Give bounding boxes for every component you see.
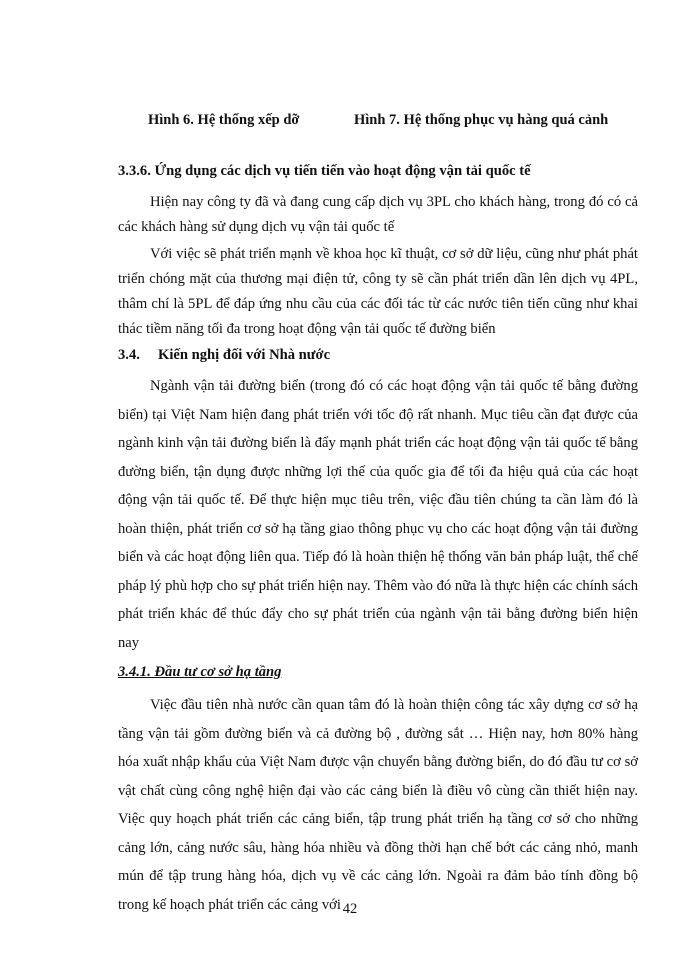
section-3-4-number: 3.4. xyxy=(118,347,140,363)
section-3-4-heading xyxy=(118,343,638,368)
section-3-3-6-paragraph-1: Hiện nay công ty đã và đang cung cấp dịch vụ 3PL cho khách hàng, trong đó có cả các khách hàng sử dụng dịch vụ vận tải quốc tế xyxy=(118,194,638,235)
figure-captions xyxy=(148,112,628,134)
section-3-3-6-heading: 3.3.6. Ứng dụng các dịch vụ tiến tiến vào hoạt động vận tải quốc tế xyxy=(118,163,531,179)
page-body xyxy=(118,159,638,919)
figure-6-caption: Hình 6. Hệ thống xếp dỡ xyxy=(148,112,300,128)
page-number: 42 xyxy=(342,901,358,917)
section-3-3-6-paragraph-2: Với việc sẽ phát triển mạnh về khoa học kĩ thuật, cơ sở dữ liệu, cũng như phát phát triển chóng mặt của thương mại điện tử, công ty sẽ cần phát triển dần lên dịch vụ 4PL, thâm chí là 5PL để đáp ứng nhu cầu của các đối tác từ các nước tiên tiến cũng như khai thác tiềm năng tối đa trong hoạt động vận tải quốc tế đường biển xyxy=(118,246,638,337)
section-3-4-paragraph: Ngành vận tải đường biển (trong đó có các hoạt động vận tải quốc tế bằng đường biển) tại Việt Nam hiện đang phát triển với tốc độ rất nhanh. Mục tiêu cần đạt được của ngành kinh vận tải đường biển là đẩy mạnh phát triển các hoạt động vận tải quốc tế bằng đường biển, tận dụng được những lợi thế của quốc gia để tối đa hiệu quả của các hoạt động vận tải quốc tế. Để thực hiện mục tiêu trên, việc đầu tiên chúng ta cần làm đó là hoàn thiện, phát triển cơ sở hạ tầng giao thông phục vụ cho các hoạt động vận tải đường biển và các hoạt động liên qua. Tiếp đó là hoàn thiện hệ thống văn bản pháp luật, thể chế pháp lý phù hợp cho sự phát triển hiện nay. Thêm vào đó nữa là thực hiện các chính sách phát triển khác để thúc đẩy cho sự phát triển của ngành vận tải bằng đường biển hiện nay xyxy=(118,378,638,651)
section-3-4-1-heading: 3.4.1. Đầu tư cơ sở hạ tầng xyxy=(118,664,282,680)
section-3-4-1-paragraph: Việc đầu tiên nhà nước cần quan tâm đó là hoàn thiện công tác xây dựng cơ sở hạ tầng vận tải gồm đường biển và cả đường bộ , đường sắt … Hiện nay, hơn 80% hàng hóa xuất nhập khẩu của Việt Nam được vận chuyển bằng đường biển, do đó đầu tư cơ sở vật chất cùng công nghệ hiện đại vào các cảng biển là điều vô cùng cần thiết hiện nay. Việc quy hoạch phát triển các cảng biển, tập trung phát triển hạ tầng cơ sở cho những cảng lớn, cảng nước sâu, hàng hóa nhiều và đồng thời hạn chế bớt các cảng nhỏ, manh mún để tập trung hàng hóa, dịch vụ về các cảng lớn. Ngoài ra đảm bảo tính đồng bộ trong kế hoạch phát triển các cảng với xyxy=(118,697,638,913)
figure-7-caption: Hình 7. Hệ thống phục vụ hàng quá cảnh xyxy=(354,112,609,128)
section-3-4-title: Kiến nghị đối với Nhà nước xyxy=(158,347,331,363)
